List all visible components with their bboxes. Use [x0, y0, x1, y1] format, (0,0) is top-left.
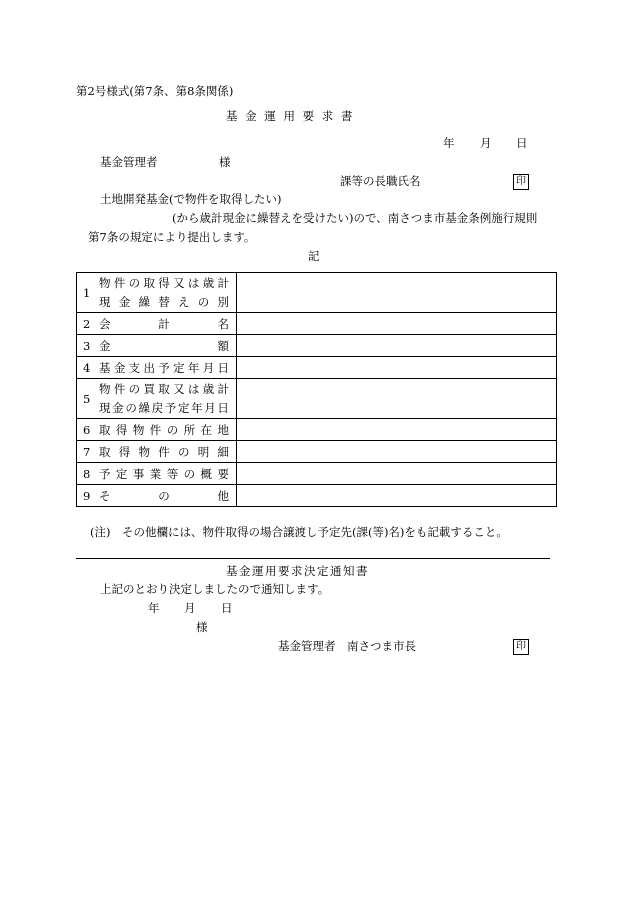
row-label-char: 取 — [99, 422, 111, 437]
row-label-char: 名 — [217, 316, 229, 331]
row-label-char: 金 — [99, 338, 111, 353]
row-label-cell — [77, 485, 237, 507]
row-label-char: 日 — [217, 401, 229, 415]
row-label-char: 等 — [166, 466, 179, 481]
table-row — [77, 357, 557, 379]
row-label-char: 金 — [113, 360, 126, 375]
row-label-char: 所 — [183, 422, 196, 437]
form-number: 第2号様式(第7条、第8条関係) — [76, 84, 234, 98]
row-label-char: 要 — [217, 466, 229, 481]
row-label-char: 年 — [187, 360, 200, 375]
row-number: 2 — [83, 316, 91, 331]
row-label-char: 又 — [173, 382, 185, 396]
row-label-cell — [77, 335, 237, 357]
addressee: 基金管理者 — [100, 155, 158, 169]
row-label-char: 得 — [158, 276, 170, 290]
row-label-char: え — [178, 295, 190, 309]
row-label-char: 取 — [143, 276, 155, 290]
row-label-char: の — [178, 444, 190, 459]
row-label — [99, 338, 229, 354]
row-value-cell[interactable] — [237, 273, 557, 313]
row-label-char: 現 — [99, 401, 111, 415]
date-month: 月 — [480, 136, 492, 150]
row-label-char: 月 — [204, 401, 216, 415]
row-label-char: の — [183, 466, 196, 481]
row-label-char: 物 — [99, 382, 111, 396]
notice-honorific: 様 — [196, 620, 208, 634]
row-label-char: の — [158, 488, 170, 503]
request-title: 基 金 運 用 要 求 書 — [226, 109, 355, 123]
request-items-table — [76, 272, 557, 507]
row-label-cell — [77, 441, 237, 463]
row-label-char: 他 — [217, 488, 229, 503]
footnote: (注) その他欄には、物件取得の場合譲渡し予定先(課(等)名)をも記載すること。 — [90, 525, 508, 539]
row-label-char: 物 — [99, 276, 111, 290]
row-label-char: 買 — [143, 382, 155, 396]
row-label-char: の — [166, 422, 179, 437]
row-label-char: 得 — [115, 422, 128, 437]
row-value-cell[interactable] — [237, 379, 557, 419]
row-value-cell[interactable] — [237, 485, 557, 507]
row-label-char: 定 — [115, 466, 128, 481]
row-label — [99, 275, 229, 291]
row-label-char: 件 — [158, 444, 170, 459]
row-label-char: 歳 — [202, 382, 215, 396]
table-row — [77, 379, 557, 419]
row-label-char: 計 — [217, 382, 229, 396]
row-label-char: 額 — [217, 338, 229, 353]
row-label-char: そ — [99, 488, 111, 503]
row-label-char: 事 — [132, 466, 145, 481]
row-number: 6 — [83, 422, 91, 437]
row-label-char: 金 — [112, 401, 124, 415]
row-label-cell — [77, 357, 237, 379]
row-label — [99, 422, 229, 438]
row-label-char: 金 — [118, 295, 131, 309]
row-label-char: 定 — [177, 401, 190, 415]
addressee-honorific: 様 — [219, 155, 231, 169]
notice-seal-mark: 印 — [513, 639, 529, 655]
row-label-char: の — [128, 276, 141, 290]
row-label-char: 地 — [217, 422, 229, 437]
row-value-cell[interactable] — [237, 357, 557, 379]
row-label-char: は — [187, 276, 200, 290]
row-label-char: 計 — [217, 276, 229, 290]
row-label — [99, 381, 229, 397]
row-label — [99, 488, 229, 504]
row-label-cell — [77, 379, 237, 419]
row-label-char: 細 — [217, 444, 229, 459]
row-label-char: 取 — [99, 444, 111, 459]
row-label-char: 支 — [128, 360, 141, 375]
row-label-char: 年 — [191, 401, 203, 415]
row-label-char: 物 — [132, 422, 145, 437]
row-label-char: 定 — [173, 360, 185, 375]
row-label-char: 又 — [173, 276, 185, 290]
table-row — [77, 313, 557, 335]
notice-date-month: 月 — [184, 601, 196, 615]
notice-date-day: 日 — [221, 601, 233, 615]
seal-mark: 印 — [513, 174, 529, 190]
row-label-char: 戻 — [151, 401, 164, 415]
notice-date-year: 年 — [148, 601, 160, 615]
row-label-char: 月 — [202, 360, 215, 375]
row-number: 7 — [83, 444, 91, 459]
table-row — [77, 485, 557, 507]
row-number: 8 — [83, 466, 91, 481]
row-label-char: 計 — [158, 316, 170, 331]
row-label-char: 予 — [158, 360, 170, 375]
row-label-char: 出 — [143, 360, 155, 375]
row-label-cell — [77, 313, 237, 335]
row-label-char: 基 — [99, 360, 111, 375]
row-label-char: 件 — [149, 422, 162, 437]
notice-title: 基金運用要求決定通知書 — [226, 564, 369, 578]
notice-body: 上記のとおり決定しましたので通知します。 — [100, 582, 330, 596]
row-label-char: 業 — [149, 466, 162, 481]
row-label-char: 繰 — [138, 401, 150, 415]
table-row — [77, 441, 557, 463]
row-label-char: 件 — [113, 276, 126, 290]
row-label-char: 得 — [118, 444, 131, 459]
row-label — [99, 294, 229, 310]
table-row — [77, 419, 557, 441]
row-label-char: 在 — [200, 422, 213, 437]
row-number: 4 — [83, 360, 91, 375]
request-body-line2: (から歳計現金に繰替えを受けたい)ので、南さつま市基金条例施行規則 — [172, 211, 538, 225]
row-label-char: 繰 — [138, 295, 150, 309]
row-number: 5 — [83, 391, 91, 406]
row-label-char: 取 — [158, 382, 170, 396]
row-label — [99, 400, 229, 416]
row-label-char: 現 — [99, 295, 111, 309]
row-label-char: 物 — [138, 444, 150, 459]
row-label-char: は — [187, 382, 200, 396]
row-label — [99, 444, 229, 460]
row-number: 1 — [83, 285, 91, 300]
row-number: 3 — [83, 338, 91, 353]
row-label-char: 日 — [217, 360, 229, 375]
row-label — [99, 360, 229, 376]
request-body-line1: 土地開発基金(で物件を取得したい) — [100, 192, 282, 206]
date-day: 日 — [516, 136, 528, 150]
row-label — [99, 466, 229, 482]
row-label-char: の — [128, 382, 141, 396]
table-row — [77, 335, 557, 357]
row-value-cell[interactable] — [237, 419, 557, 441]
row-label-cell — [77, 273, 237, 313]
table-row — [77, 463, 557, 485]
sender-title: 課等の長職氏名 — [340, 174, 421, 188]
table-row — [77, 273, 557, 313]
row-label-char: 件 — [113, 382, 126, 396]
request-body-line3: 第7条の規定により提出します。 — [88, 230, 256, 244]
row-value-cell[interactable] — [237, 463, 557, 485]
row-label — [99, 316, 229, 332]
row-label-char: 明 — [197, 444, 210, 459]
row-value-cell[interactable] — [237, 335, 557, 357]
row-label-char: 予 — [99, 466, 111, 481]
notice-sender: 基金管理者 南さつま市長 — [278, 639, 416, 653]
row-label-char: 別 — [217, 295, 229, 309]
row-label-char: 予 — [164, 401, 177, 415]
divider-line — [76, 558, 550, 559]
row-label-char: 会 — [99, 316, 111, 331]
row-label-cell — [77, 463, 237, 485]
row-label-char: の — [197, 295, 210, 309]
row-label-char: 概 — [200, 466, 213, 481]
date-year: 年 — [443, 136, 455, 150]
row-value-cell[interactable] — [237, 313, 557, 335]
row-number: 9 — [83, 488, 91, 503]
ki-heading: 記 — [308, 249, 320, 263]
row-value-cell[interactable] — [237, 441, 557, 463]
row-label-cell — [77, 419, 237, 441]
row-label-char: の — [125, 401, 137, 415]
row-label-char: 替 — [158, 295, 170, 309]
row-label-char: 歳 — [202, 276, 215, 290]
